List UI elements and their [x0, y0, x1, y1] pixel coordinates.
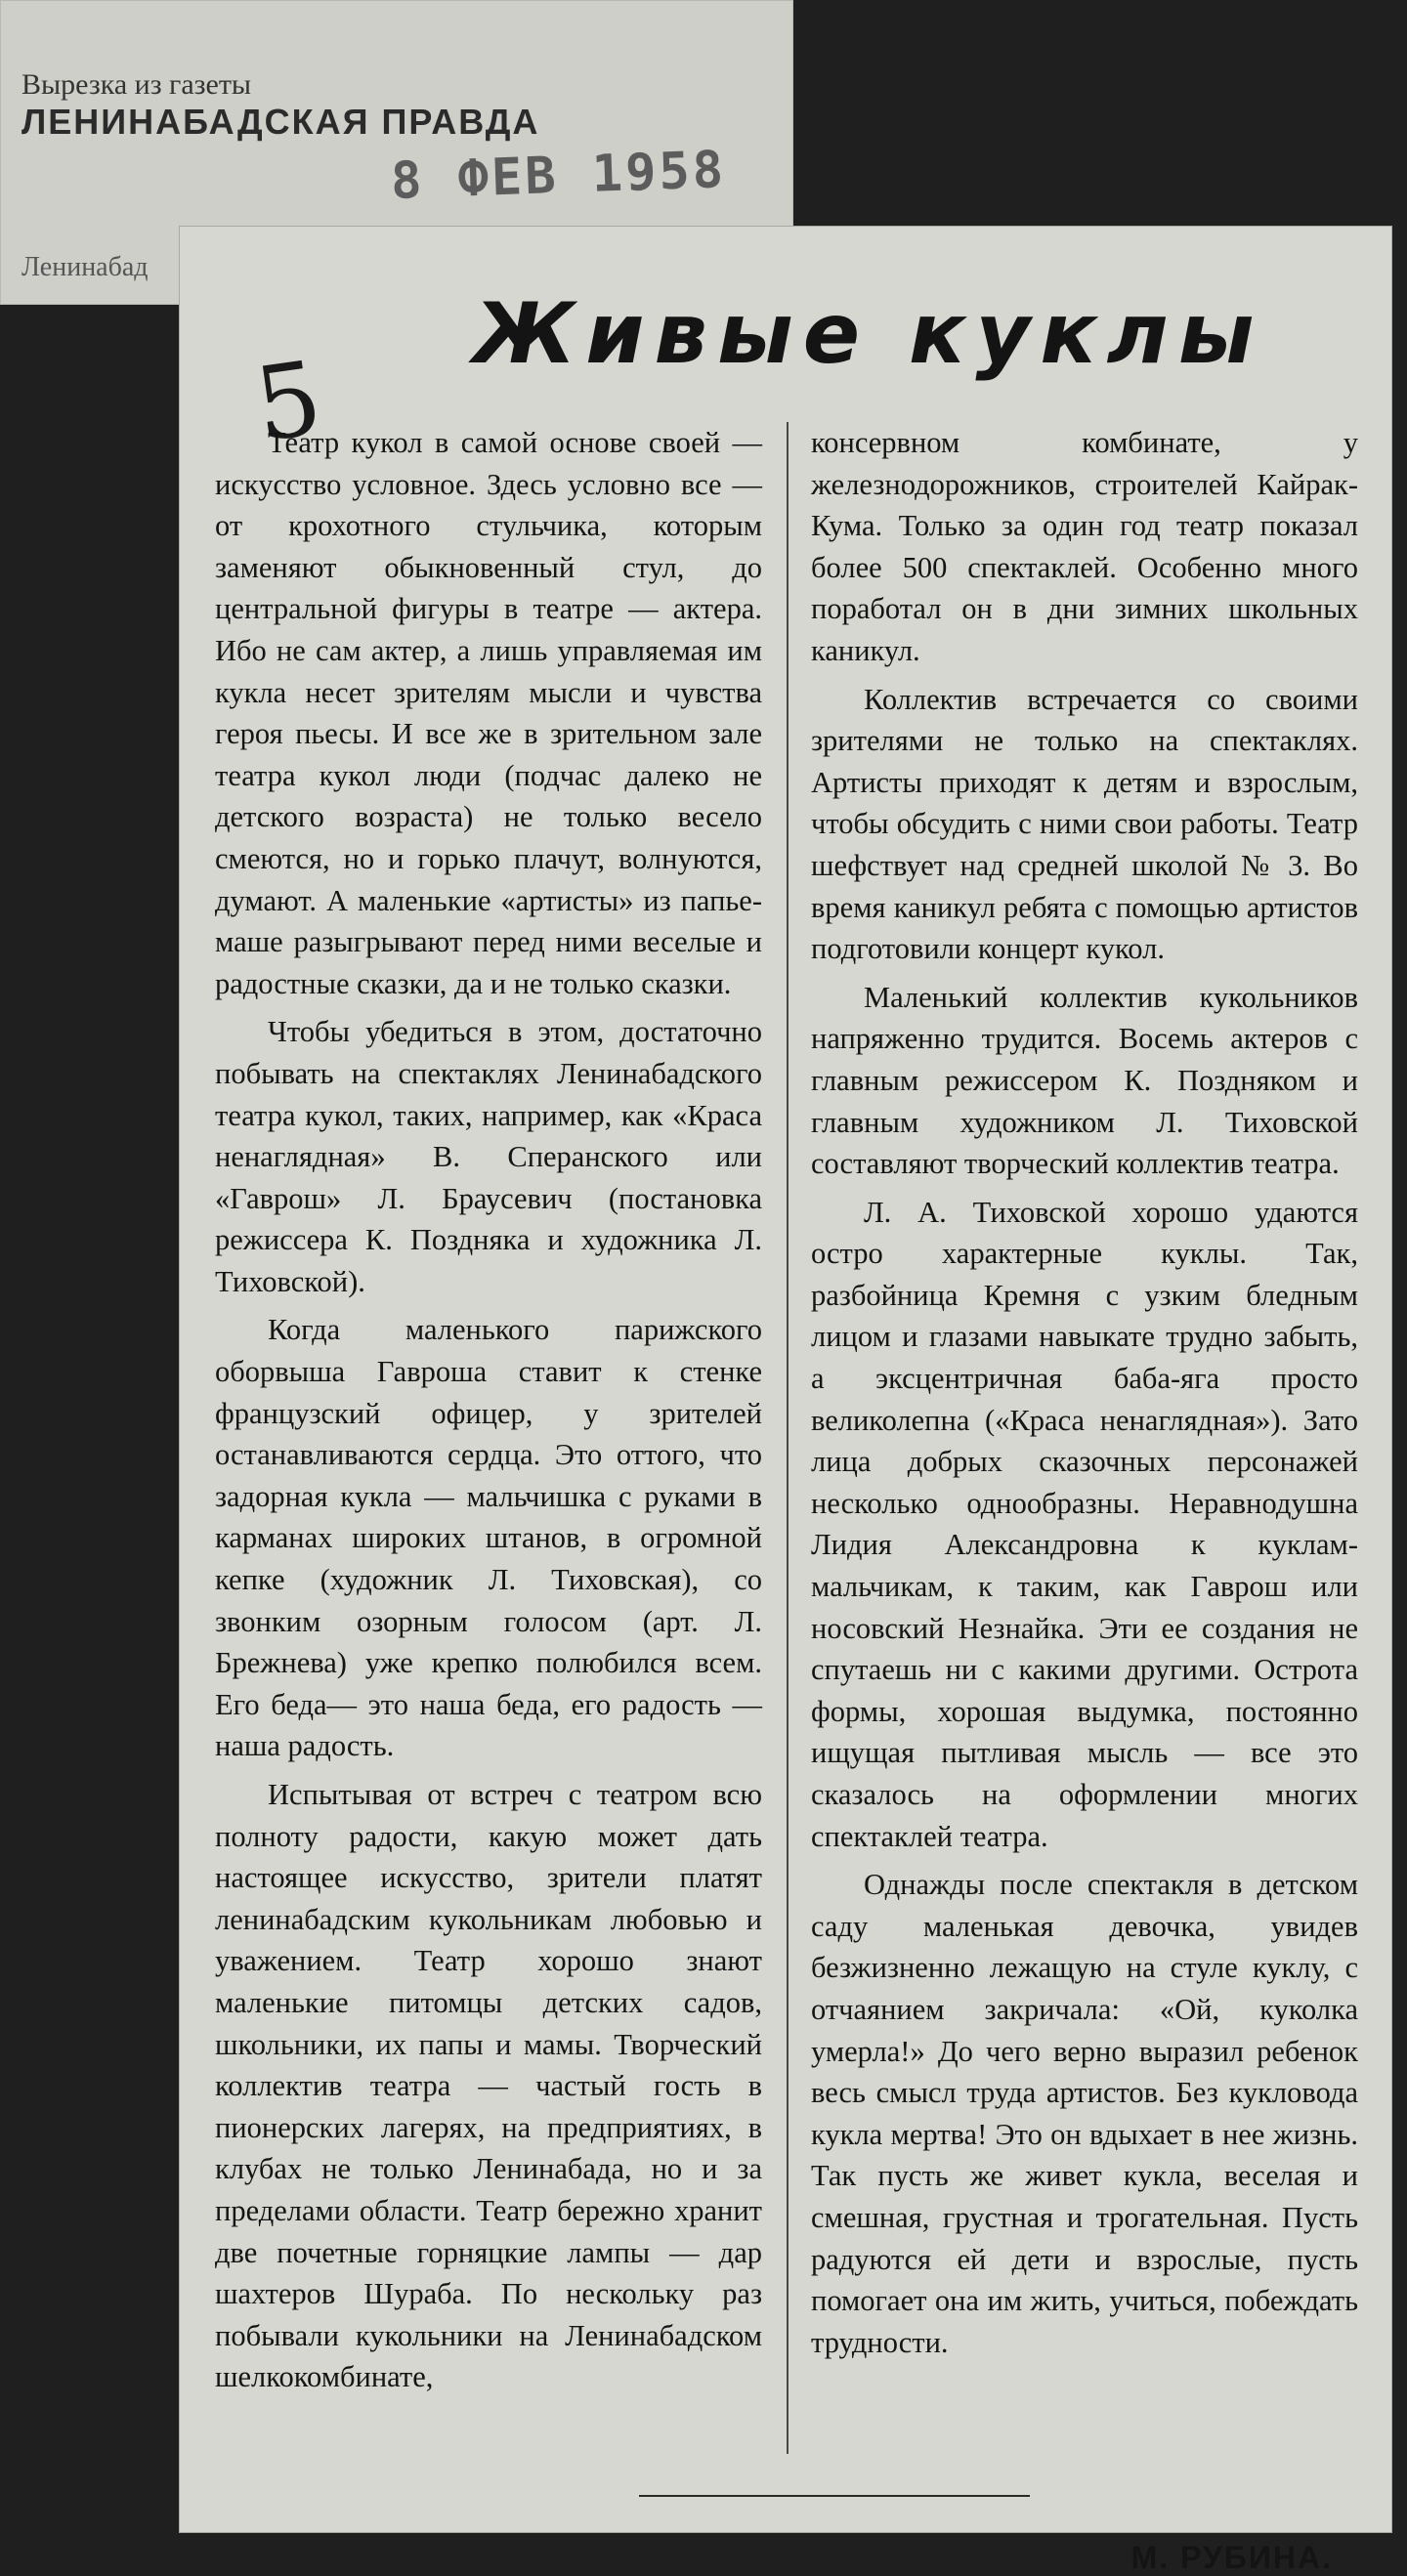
date-stamp: 8 ФЕВ 1958	[390, 141, 728, 211]
newspaper-name: ЛЕНИНАБАДСКАЯ ПРАВДА	[21, 102, 540, 142]
column-divider	[787, 422, 789, 2454]
clipping-label-line: Вырезка из газеты	[21, 68, 252, 101]
paragraph: Однажды после спектакля в детском саду маленькая девочка, увидев безжизненно лежащую на стуле куклу, с отчаянием закричала: «Ой, куколка умерла!» До чего верно выразил ребенок весь смысл труда артистов. Без кукловода кукла мертва! Это он вдыхает в нее жизнь. Так пусть же живет кукла, веселая и смешная, грустная и трогательная. Пусть радуются ей дети и взрослые, пусть помогает она им жить, учиться, побеждать трудности.	[811, 1868, 1358, 2359]
paragraph: Испытывая от встреч с театром всю полноту радости, какую может дать настоящее искусство, зрители платят ленинабадским кукольникам любовью и уважением. Театр хорошо знают маленькие питомцы детских садов, школьники, их папы и мамы. Творческий коллектив театра — частый гость в пионерских лагерях, на предприятиях, в клубах не только Ленинабада, но и за пределами области. Театр бережно хранит две почетные горняцкие лампы — дар шахтеров Шураба. По нескольку раз побывали кукольники на Ленинабадском шелкокомбинате,	[215, 1778, 762, 2394]
author-signature: М. РУБИНА.	[1130, 2540, 1333, 2575]
newspaper-clipping	[180, 227, 1391, 2575]
left-column	[215, 422, 762, 2398]
city-label: Ленинабад	[21, 252, 149, 282]
article-title: Живые куклы	[473, 285, 1264, 383]
bottom-rule	[639, 2495, 1030, 2497]
paragraph: Театр кукол в самой основе своей —искусство условное. Здесь условно все — от крохотного стульчика, которым заменяют обыкновенный стул, до центральной фигуры в театре — актера. Ибо не сам актер, а лишь управляемая им кукла несет зрителям мысли и чувства героя пьесы. И все же в зрительном зале театра кукол люди (подчас далеко не детского возраста) не только весело смеются, но и горько плачут, волнуются, думают. А маленькие «артисты» из папье-маше разыгрывают перед ними веселые и радостные сказки, да и не только сказки.	[215, 426, 762, 1000]
paragraph: Коллектив встречается со своими зрителями не только на спектаклях. Артисты приходят к детям и взрослым, чтобы обсудить с ними свои работы. Театр шефствует над средней школой № 3. Во время каникул ребята с помощью артистов подготовили концерт кукол.	[811, 682, 1358, 966]
paragraph: Маленький коллектив кукольников напряженно трудится. Восемь актеров с главным режиссером К. Поздняком и главным художником Л. Тиховской составляют творческий коллектив театра.	[811, 980, 1358, 1181]
paragraph: Чтобы убедиться в этом, достаточно побывать на спектаклях Ленинабадского театра кукол, таких, например, как «Краса ненаглядная» В. Сперанского или «Гаврош» Л. Браусевич (постановка режиссера К. Поздняка и художника Л. Тиховской).	[215, 1015, 762, 1298]
handwritten-page-number: 5	[247, 337, 329, 466]
article-body	[215, 422, 1358, 2454]
paragraph: Когда маленького парижского оборвыша Гавроша ставит к стенке французский офицер, у зрителей останавливаются сердца. Это оттого, что задорная кукла — мальчишка с руками в карманах широких штанов, в огромной кепке (художник Л. Тиховская), со звонким озорным голосом (арт. Л. Брежнева) уже крепко полюбился всем. Его беда— это наша беда, его радость — наша радость.	[215, 1313, 762, 1763]
right-column	[811, 422, 1358, 2363]
paragraph: Л. А. Тиховской хорошо удаются остро характерные куклы. Так, разбойница Кремня с узким бледным лицом и глазами навыкате трудно забыть, а эксцентричная баба-яга просто великолепна («Краса ненаглядная»). Зато лица добрых сказочных персонажей несколько однообразны. Неравнодушна Лидия Александровна к куклам-мальчикам, к таким, как Гаврош или носовский Незнайка. Эти ее создания не спутаешь ни с какими другими. Острота формы, хорошая выдумка, постоянно ищущая пытливая мысль — все это сказалось на оформлении многих спектаклей театра.	[811, 1195, 1358, 1853]
paragraph: консервном комбинате, у железнодорожников, строителей Кайрак-Кума. Только за один год театр показал более 500 спектаклей. Особенно много поработал он в дни зимних школьных каникул.	[811, 426, 1358, 667]
